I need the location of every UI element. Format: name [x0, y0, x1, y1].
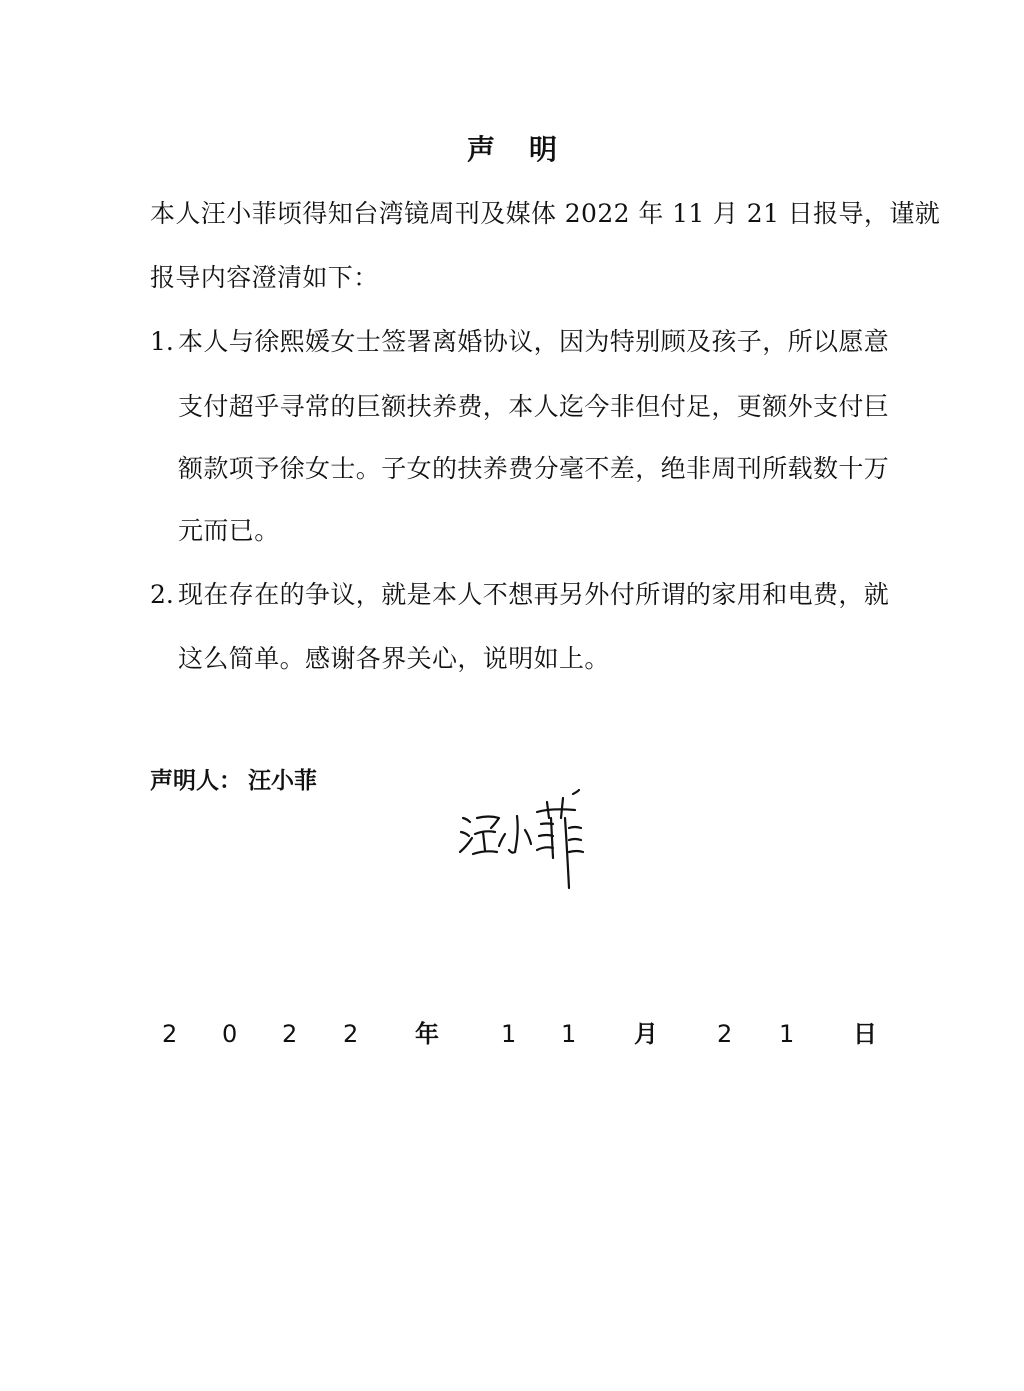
item-1-line-2: 支付超乎寻常的巨额扶养费，本人迄今非但付足，更额外支付巨: [178, 392, 890, 421]
handwritten-signature: [455, 788, 590, 892]
item-1-number: 1.: [150, 327, 174, 356]
date-day-char: 日: [853, 1020, 877, 1048]
item-2-line-1: 现在存在的争议，就是本人不想再另外付所谓的家用和电费，就: [178, 580, 890, 609]
item-2-number: 2.: [150, 580, 174, 609]
date-line: [0, 1014, 1024, 1054]
signatory-line: [150, 764, 317, 798]
signatory-label: 声明人：: [150, 768, 242, 794]
date-year-digit-2: 0: [222, 1020, 238, 1048]
intro-line-2: 报导内容澄清如下：: [150, 263, 379, 292]
intro-line-1: 本人汪小菲顷得知台湾镜周刊及媒体 2022 年 11 月 21 日报导，谨就: [150, 199, 941, 228]
item-2-line-2: 这么简单。感谢各界关心，说明如上。: [178, 644, 610, 673]
date-year-char: 年: [415, 1020, 439, 1048]
item-1-line-4: 元而已。: [178, 516, 280, 545]
date-day-digit-2: 1: [779, 1020, 795, 1048]
date-year-digit-1: 2: [162, 1020, 178, 1048]
item-1-line-1: 本人与徐熙媛女士签署离婚协议，因为特别顾及孩子，所以愿意: [178, 327, 890, 356]
date-month-digit-1: 1: [501, 1020, 517, 1048]
date-day-digit-1: 2: [717, 1020, 733, 1048]
date-year-digit-4: 2: [343, 1020, 359, 1048]
document-title: 声明: [466, 133, 591, 166]
item-1-line-3: 额款项予徐女士。子女的扶养费分毫不差，绝非周刊所载数十万: [178, 454, 890, 483]
date-month-digit-2: 1: [561, 1020, 577, 1048]
date-month-char: 月: [634, 1020, 658, 1048]
date-year-digit-3: 2: [282, 1020, 298, 1048]
signatory-name: 汪小菲: [248, 768, 317, 794]
